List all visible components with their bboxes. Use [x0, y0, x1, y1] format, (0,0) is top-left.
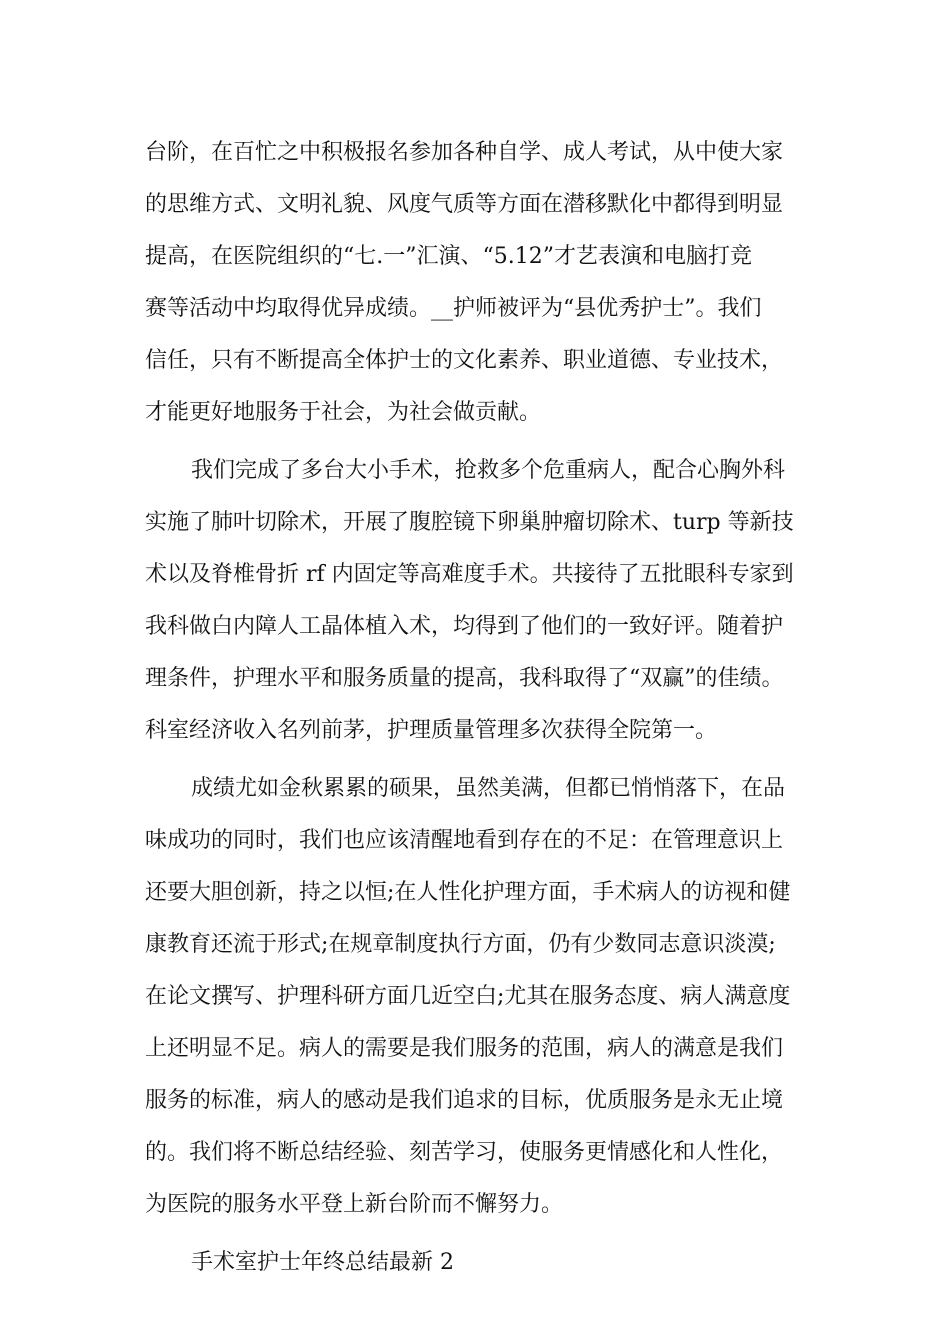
text-line: 提高，在医院组织的“七.一”汇演、“5.12”才艺表演和电脑打竞 — [145, 244, 752, 269]
section-heading: 手术室护士年终总结最新 2 — [191, 1250, 454, 1275]
document-body — [145, 127, 825, 1289]
text-line: 在论文撰写、护理科研方面几近空白;尤其在服务态度、病人满意度 — [145, 984, 791, 1009]
text-line: 服务的标准，病人的感动是我们追求的目标，优质服务是永无止境 — [145, 1088, 784, 1113]
text-line: 的思维方式、文明礼貌、风度气质等方面在潜移默化中都得到明显 — [145, 192, 784, 217]
text-line: 为医院的服务水平登上新台阶而不懈努力。 — [145, 1192, 564, 1217]
text-line: 我科做白内障人工晶体植入术，均得到了他们的一致好评。随着护 — [145, 614, 784, 639]
paragraph-1 — [145, 127, 825, 439]
text-line: 术以及脊椎骨折 rf 内固定等高难度手术。共接待了五批眼科专家到 — [145, 562, 794, 587]
paragraph-3 — [145, 763, 825, 1231]
text-line: 理条件，护理水平和服务质量的提高，我科取得了“双赢”的佳绩。 — [145, 666, 784, 691]
text-line: 我们完成了多台大小手术，抢救多个危重病人，配合心胸外科 — [191, 458, 786, 483]
text-line: 台阶，在百忙之中积极报名参加各种自学、成人考试，从中使大家 — [145, 140, 784, 165]
text-line: 才能更好地服务于社会，为社会做贡献。 — [145, 400, 542, 425]
text-line: 还要大胆创新，持之以恒;在人性化护理方面，手术病人的访视和健 — [145, 880, 791, 905]
text-line: 实施了肺叶切除术，开展了腹腔镜下卵巢肿瘤切除术、turp 等新技 — [145, 510, 794, 535]
text-line: 康教育还流于形式;在规章制度执行方面，仍有少数同志意识淡漠; — [145, 932, 776, 957]
text-line: 的。我们将不断总结经验、刻苦学习，使服务更情感化和人性化， — [145, 1140, 784, 1165]
text-line: 味成功的同时，我们也应该清醒地看到存在的不足：在管理意识上 — [145, 828, 784, 853]
text-line: 信任，只有不断提高全体护士的文化素养、职业道德、专业技术， — [145, 348, 784, 373]
text-line: 成绩尤如金秋累累的硕果，虽然美满，但都已悄悄落下，在品 — [191, 776, 786, 801]
text-line: 赛等活动中均取得优异成绩。__护师被评为“县优秀护士”。我们 — [145, 296, 762, 321]
text-line: 上还明显不足。病人的需要是我们服务的范围，病人的满意是我们 — [145, 1036, 784, 1061]
text-line: 科室经济收入名列前茅，护理质量管理多次获得全院第一。 — [145, 718, 718, 743]
paragraph-2 — [145, 445, 825, 757]
